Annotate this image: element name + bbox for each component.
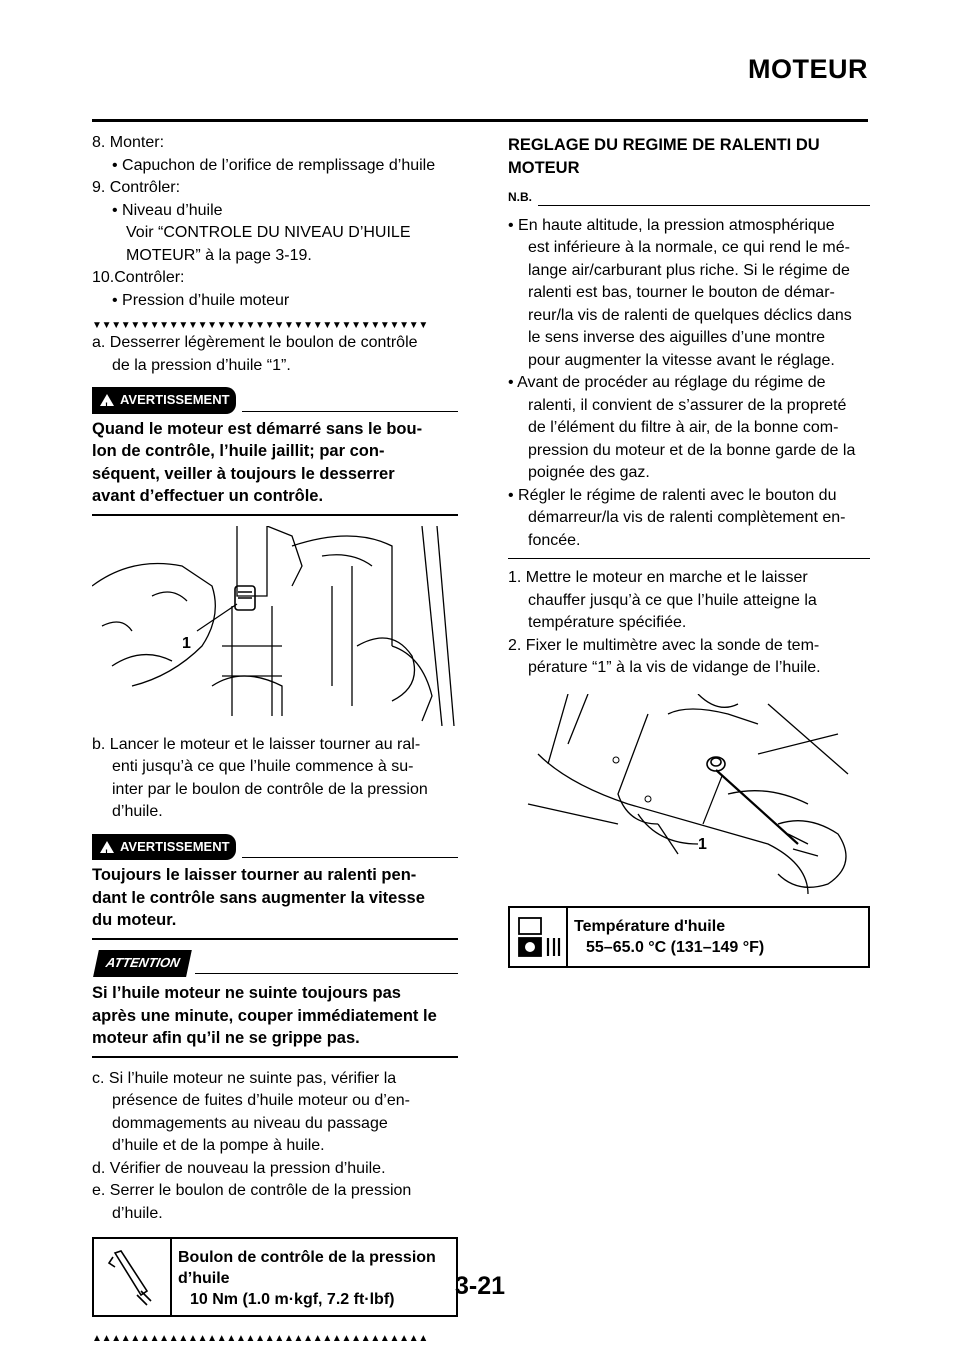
engine-illustration-2	[508, 694, 870, 894]
section-title: REGLAGE DU REGIME DE RALENTI DU MOTEUR	[508, 136, 820, 177]
note-3: • Régler le régime de ralenti avec le bouton du démarreur/la vis de ralenti complètement en- foncée.	[508, 486, 846, 549]
step-b: b. Lancer le moteur et le laisser tourner au ral- enti jusqu’à ce que l’huile commence à su- inter par le boulon de contrôle de la pression d’huile.	[92, 735, 428, 820]
callout-1: 1	[698, 835, 707, 853]
nb-header: N.B.	[508, 186, 870, 209]
warning-icon	[100, 841, 114, 853]
temperature-spec-box	[508, 906, 870, 968]
oil-pressure-bolt-figure	[92, 526, 458, 726]
warning-end-rule	[92, 938, 458, 940]
step-8: 8. Monter: • Capuchon de l’orifice de remplissage d’huile	[92, 134, 436, 174]
engine-illustration-1	[92, 526, 458, 726]
warning-header-2	[92, 834, 458, 861]
temperature-probe-figure	[508, 694, 870, 894]
warning-icon	[100, 394, 114, 406]
temperature-spec-text: Température d'huile 55–65.0 °C (131–149 °F)	[574, 917, 765, 956]
left-column	[92, 132, 458, 1345]
step-a: a. Desserrer légèrement le boulon de contrôle de la pression d’huile “1”.	[92, 334, 418, 374]
note-1: • En haute altitude, la pression atmosphérique est inférieure à la normale, ce qui rend le mé- lange air/carburant plus riche. Si le régime de ralenti est bas, tourner le bouton de démar- reur/la vis de ralenti de quelques déclics dans le sens inverse des aiguilles d’une montre pour augmenter la vitesse avant le réglage.	[508, 216, 852, 369]
specification-icon	[510, 908, 568, 966]
attention-end-rule	[92, 1056, 458, 1058]
attention-header	[92, 950, 458, 977]
right-step-1: 1. Mettre le moteur en marche et le laisser chauffer jusqu’à ce que l’huile atteigne la température spécifiée.	[508, 569, 817, 631]
step-9: 9. Contrôler: • Niveau d’huile Voir “CONTROLE DU NIVEAU D’HUILE MOTEUR” à la page 3-19.	[92, 179, 411, 264]
step-10: 10.Contrôler: • Pression d’huile moteur	[92, 269, 290, 309]
procedure-end-markers: ▲▲▲▲▲▲▲▲▲▲▲▲▲▲▲▲▲▲▲▲▲▲▲▲▲▲▲▲▲▲▲▲▲▲▲	[92, 1333, 428, 1344]
right-step-2: 2. Fixer le multimètre avec la sonde de tem- pérature “1” à la vis de vidange de l’huile.	[508, 636, 821, 676]
warning-badge: ! AVERTISSEMENT	[92, 387, 236, 414]
torque-spec-text: Boulon de contrôle de la pression d’huile 10 Nm (1.0 m·kgf, 7.2 ft·lbf)	[178, 1249, 436, 1308]
right-column	[508, 132, 870, 968]
warning-text-2: Toujours le laisser tourner au ralenti pen- dant le contrôle sans augmenter la vitesse du moteur.	[92, 866, 425, 929]
callout-1: 1	[182, 634, 191, 652]
warning-header-1	[92, 387, 458, 414]
warning-text-1: Quand le moteur est démarré sans le bou- lon de contrôle, l’huile jaillit; par con- séquent, veiller à toujours le desserrer avant d’effectuer un contrôle.	[92, 419, 423, 505]
procedure-start-markers: ▼▼▼▼▼▼▼▼▼▼▼▼▼▼▼▼▼▼▼▼▼▼▼▼▼▼▼▼▼▼▼▼▼▼▼	[92, 320, 428, 331]
step-c: c. Si l’huile moteur ne suinte pas, vérifier la présence de fuites d’huile moteur ou d’en- dommagements au niveau du passage d’huile et de la pompe à huile.	[92, 1069, 410, 1154]
warning-end-rule	[92, 514, 458, 516]
step-e: e. Serrer le boulon de contrôle de la pression d’huile.	[92, 1182, 412, 1222]
page-number: 3-21	[454, 1272, 506, 1300]
note-2: • Avant de procéder au réglage du régime de ralenti, il convient de s’assurer de la propreté de l’élément du filtre à air, de la bonne com- pression du moteur et de la bonne garde de la poignée des gaz.	[508, 374, 856, 481]
step-d: d. Vérifier de nouveau la pression d’huile.	[92, 1159, 386, 1177]
page-header-title: MOTEUR	[748, 54, 868, 84]
header-rule	[92, 119, 868, 122]
attention-badge: ATTENTION	[93, 950, 192, 977]
warning-badge: ! AVERTISSEMENT	[92, 834, 236, 861]
nb-end-rule	[508, 558, 870, 559]
attention-text: Si l’huile moteur ne suinte toujours pas après une minute, couper immédiatement le moteur afin qu’il ne se grippe pas.	[92, 984, 437, 1047]
